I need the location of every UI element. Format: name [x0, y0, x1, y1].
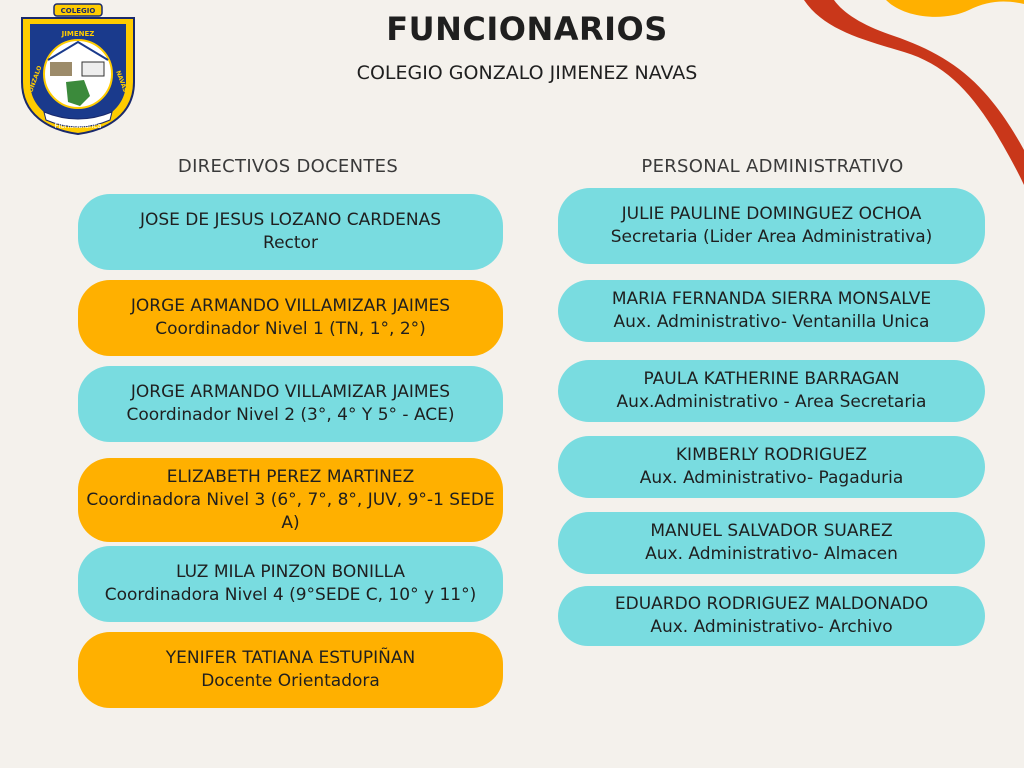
administrativo-card — [558, 360, 985, 422]
administrativo-card — [558, 586, 985, 646]
staff-name: ELIZABETH PEREZ MARTINEZ — [166, 466, 415, 487]
page-title: FUNCIONARIOS — [386, 10, 668, 48]
staff-name: MARIA FERNANDA SIERRA MONSALVE — [611, 289, 932, 309]
staff-name: JORGE ARMANDO VILLAMIZAR JAIMES — [130, 296, 451, 316]
directivo-card — [78, 546, 503, 622]
staff-role: Rector — [263, 233, 318, 253]
staff-role: Coordinadora Nivel 3 (6°, 7°, 8°, JUV, 9°-1 SEDE A) — [86, 489, 495, 533]
directivos-heading: DIRECTIVOS DOCENTES — [177, 156, 399, 177]
directivo-card — [78, 632, 503, 708]
staff-name: MANUEL SALVADOR SUAREZ — [650, 521, 893, 541]
administrativo-card — [558, 512, 985, 574]
staff-name: LUZ MILA PINZON BONILLA — [176, 562, 405, 582]
staff-name: YENIFER TATIANA ESTUPIÑAN — [165, 648, 416, 668]
page-subtitle: COLEGIO GONZALO JIMENEZ NAVAS — [356, 62, 698, 84]
staff-role: Coordinador Nivel 1 (TN, 1°, 2°) — [155, 319, 426, 339]
staff-role: Docente Orientadora — [201, 671, 380, 691]
staff-name: JOSE DE JESUS LOZANO CARDENAS — [139, 210, 442, 230]
directivo-card — [78, 458, 503, 542]
staff-role: Coordinadora Nivel 4 (9°SEDE C, 10° y 11°) — [104, 585, 477, 605]
staff-role: Secretaria (Lider Area Administrativa) — [610, 227, 933, 247]
crest-ribbon-text: Floridablanca — [54, 122, 102, 130]
administrativo-card — [558, 436, 985, 498]
staff-role: Aux. Administrativo- Almacen — [645, 544, 898, 564]
administrativo-card — [558, 280, 985, 342]
administrativo-card — [558, 188, 985, 264]
staff-role: Aux. Administrativo- Pagaduria — [639, 468, 904, 488]
staff-role: Aux.Administrativo - Area Secretaria — [616, 392, 927, 412]
directivo-card — [78, 280, 503, 356]
administrativo-heading: PERSONAL ADMINISTRATIVO — [641, 156, 904, 177]
crest-left-text: GONZALO — [25, 64, 44, 99]
staff-name: JORGE ARMANDO VILLAMIZAR JAIMES — [130, 382, 451, 402]
directivo-card — [78, 366, 503, 442]
staff-role: Coordinador Nivel 2 (3°, 4° Y 5° - ACE) — [126, 405, 455, 425]
staff-name: KIMBERLY RODRIGUEZ — [675, 445, 868, 465]
staff-name: JULIE PAULINE DOMINGUEZ OCHOA — [621, 204, 922, 224]
crest-middle-text: JIMENEZ — [61, 30, 95, 38]
crest-top-text: COLEGIO — [60, 7, 96, 15]
staff-role: Aux. Administrativo- Ventanilla Unica — [613, 312, 930, 332]
directivo-card — [78, 194, 503, 270]
crest-right-text: NAVAS — [114, 69, 129, 94]
staff-role: Aux. Administrativo- Archivo — [650, 617, 893, 637]
staff-name: EDUARDO RODRIGUEZ MALDONADO — [614, 594, 929, 614]
staff-name: PAULA KATHERINE BARRAGAN — [643, 369, 900, 389]
